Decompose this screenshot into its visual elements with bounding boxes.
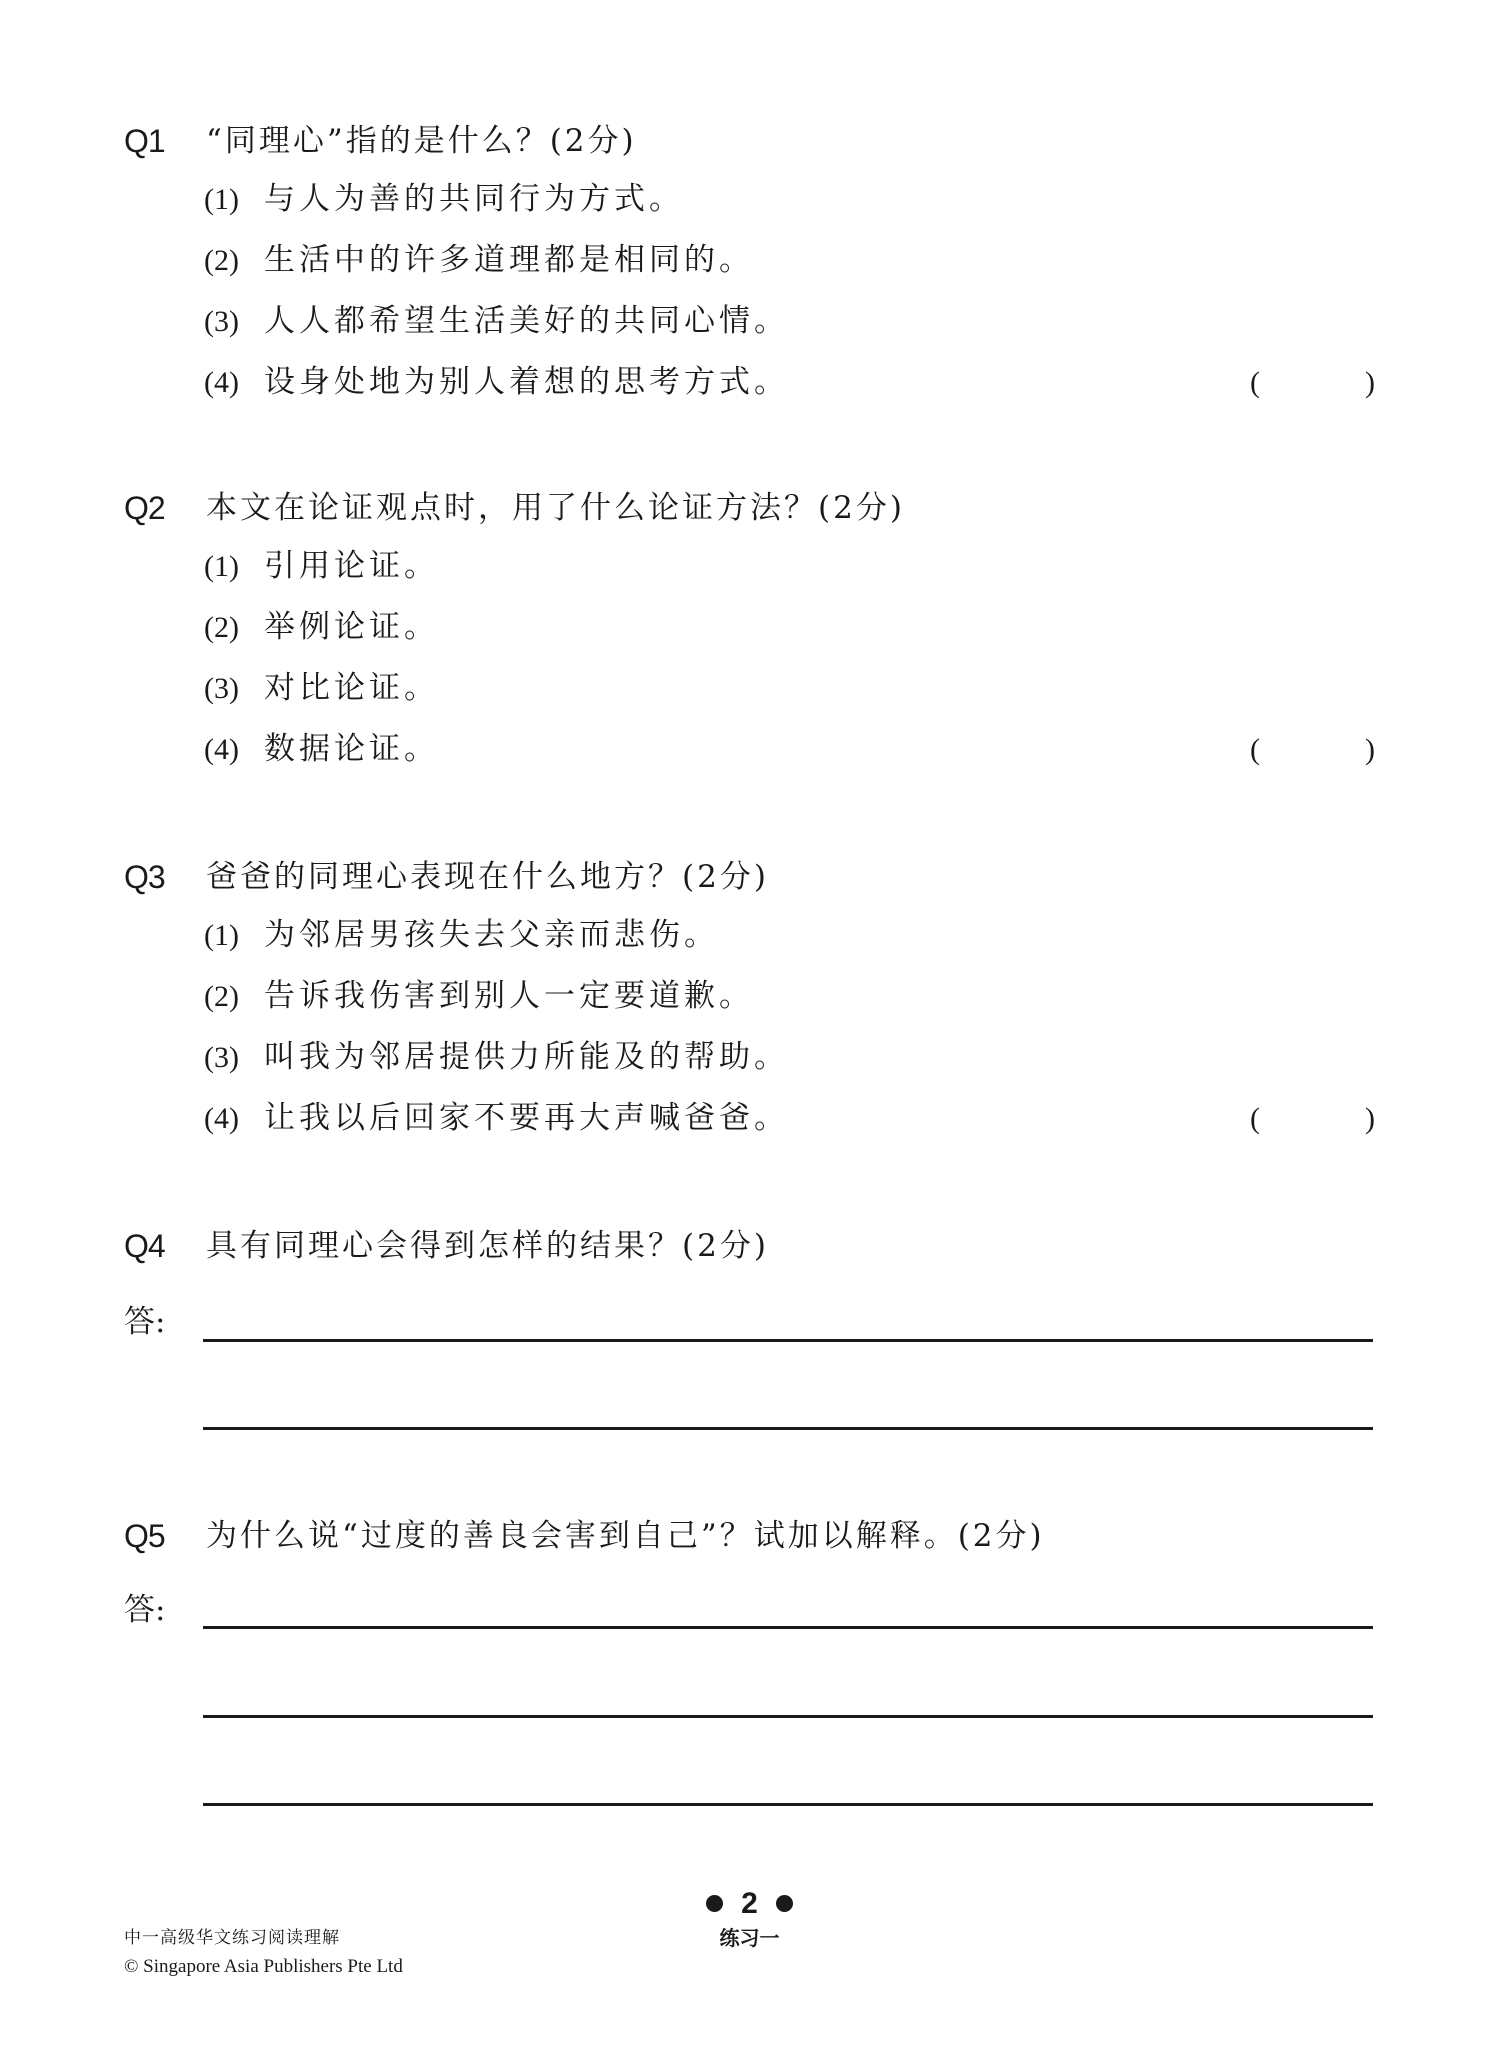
bullet-dot-icon bbox=[776, 1895, 793, 1912]
bracket-open: ( bbox=[1250, 366, 1260, 399]
question-number: Q3 bbox=[124, 859, 165, 895]
bullet-dot-icon bbox=[706, 1895, 723, 1912]
option-item bbox=[124, 905, 1384, 966]
question-2 bbox=[124, 480, 1384, 780]
option-item bbox=[124, 966, 1384, 1027]
question-text: 爸爸的同理心表现在什么地方？(2分) bbox=[206, 859, 769, 895]
bracket-open: ( bbox=[1250, 733, 1260, 766]
question-number: Q5 bbox=[124, 1518, 165, 1554]
option-item bbox=[124, 291, 1384, 352]
option-number: (3) bbox=[204, 1041, 239, 1074]
option-text: 引用论证。 bbox=[264, 548, 439, 584]
option-number: (1) bbox=[204, 183, 239, 216]
option-text: 举例论证。 bbox=[264, 609, 439, 645]
option-item bbox=[124, 597, 1384, 658]
option-item bbox=[124, 230, 1384, 291]
question-4 bbox=[124, 1218, 1384, 1438]
question-number: Q4 bbox=[124, 1228, 165, 1264]
option-text: 为邻居男孩失去父亲而悲伤。 bbox=[264, 917, 719, 953]
page-number bbox=[0, 1886, 1499, 1922]
option-text: 让我以后回家不要再大声喊爸爸。 bbox=[264, 1100, 789, 1136]
book-title: 中一高级华文练习阅读理解 bbox=[124, 1928, 340, 1948]
question-number: Q1 bbox=[124, 123, 165, 159]
bracket-close: ) bbox=[1365, 366, 1375, 399]
bracket-open: ( bbox=[1250, 1102, 1260, 1135]
option-text: 告诉我伤害到别人一定要道歉。 bbox=[264, 978, 754, 1014]
option-item bbox=[124, 352, 1384, 413]
option-number: (4) bbox=[204, 733, 239, 766]
answer-label: 答: bbox=[124, 1592, 166, 1628]
option-text: 人人都希望生活美好的共同心情。 bbox=[264, 303, 789, 339]
answer-line[interactable] bbox=[203, 1715, 1373, 1718]
option-item bbox=[124, 536, 1384, 597]
bracket-close: ) bbox=[1365, 1102, 1375, 1135]
answer-line[interactable] bbox=[203, 1803, 1373, 1806]
page-number-text: 2 bbox=[741, 1887, 758, 1920]
answer-bracket[interactable] bbox=[1250, 352, 1375, 413]
option-number: (2) bbox=[204, 611, 239, 644]
question-text: 本文在论证观点时，用了什么论证方法？(2分) bbox=[206, 490, 905, 526]
answer-line[interactable] bbox=[203, 1339, 1373, 1342]
option-number: (4) bbox=[204, 366, 239, 399]
option-item bbox=[124, 719, 1384, 780]
section-label: 练习一 bbox=[719, 1926, 780, 1950]
option-number: (2) bbox=[204, 980, 239, 1013]
option-text: 对比论证。 bbox=[264, 670, 439, 706]
option-number: (2) bbox=[204, 244, 239, 277]
option-text: 设身处地为别人着想的思考方式。 bbox=[264, 364, 789, 400]
answer-line[interactable] bbox=[203, 1427, 1373, 1430]
answer-bracket[interactable] bbox=[1250, 1088, 1375, 1149]
option-number: (4) bbox=[204, 1102, 239, 1135]
answer-line[interactable] bbox=[203, 1626, 1373, 1629]
question-3 bbox=[124, 849, 1384, 1149]
option-number: (3) bbox=[204, 672, 239, 705]
option-text: 与人为善的共同行为方式。 bbox=[264, 181, 684, 217]
copyright-notice: © Singapore Asia Publishers Pte Ltd bbox=[124, 1956, 403, 1977]
option-text: 生活中的许多道理都是相同的。 bbox=[264, 242, 754, 278]
question-5 bbox=[124, 1508, 1384, 1818]
answer-label: 答: bbox=[124, 1304, 166, 1340]
option-item bbox=[124, 1027, 1384, 1088]
question-1 bbox=[124, 113, 1384, 413]
option-text: 叫我为邻居提供力所能及的帮助。 bbox=[264, 1039, 789, 1075]
option-number: (3) bbox=[204, 305, 239, 338]
bracket-close: ) bbox=[1365, 733, 1375, 766]
question-text: “同理心”指的是什么？(2分) bbox=[206, 123, 637, 159]
option-text: 数据论证。 bbox=[264, 731, 439, 767]
question-text: 为什么说“过度的善良会害到自己”？试加以解释。(2分) bbox=[206, 1518, 1045, 1554]
option-number: (1) bbox=[204, 919, 239, 952]
option-number: (1) bbox=[204, 550, 239, 583]
question-text: 具有同理心会得到怎样的结果？(2分) bbox=[206, 1228, 769, 1264]
option-item bbox=[124, 169, 1384, 230]
option-item bbox=[124, 658, 1384, 719]
question-number: Q2 bbox=[124, 490, 165, 526]
option-item bbox=[124, 1088, 1384, 1149]
answer-bracket[interactable] bbox=[1250, 719, 1375, 780]
